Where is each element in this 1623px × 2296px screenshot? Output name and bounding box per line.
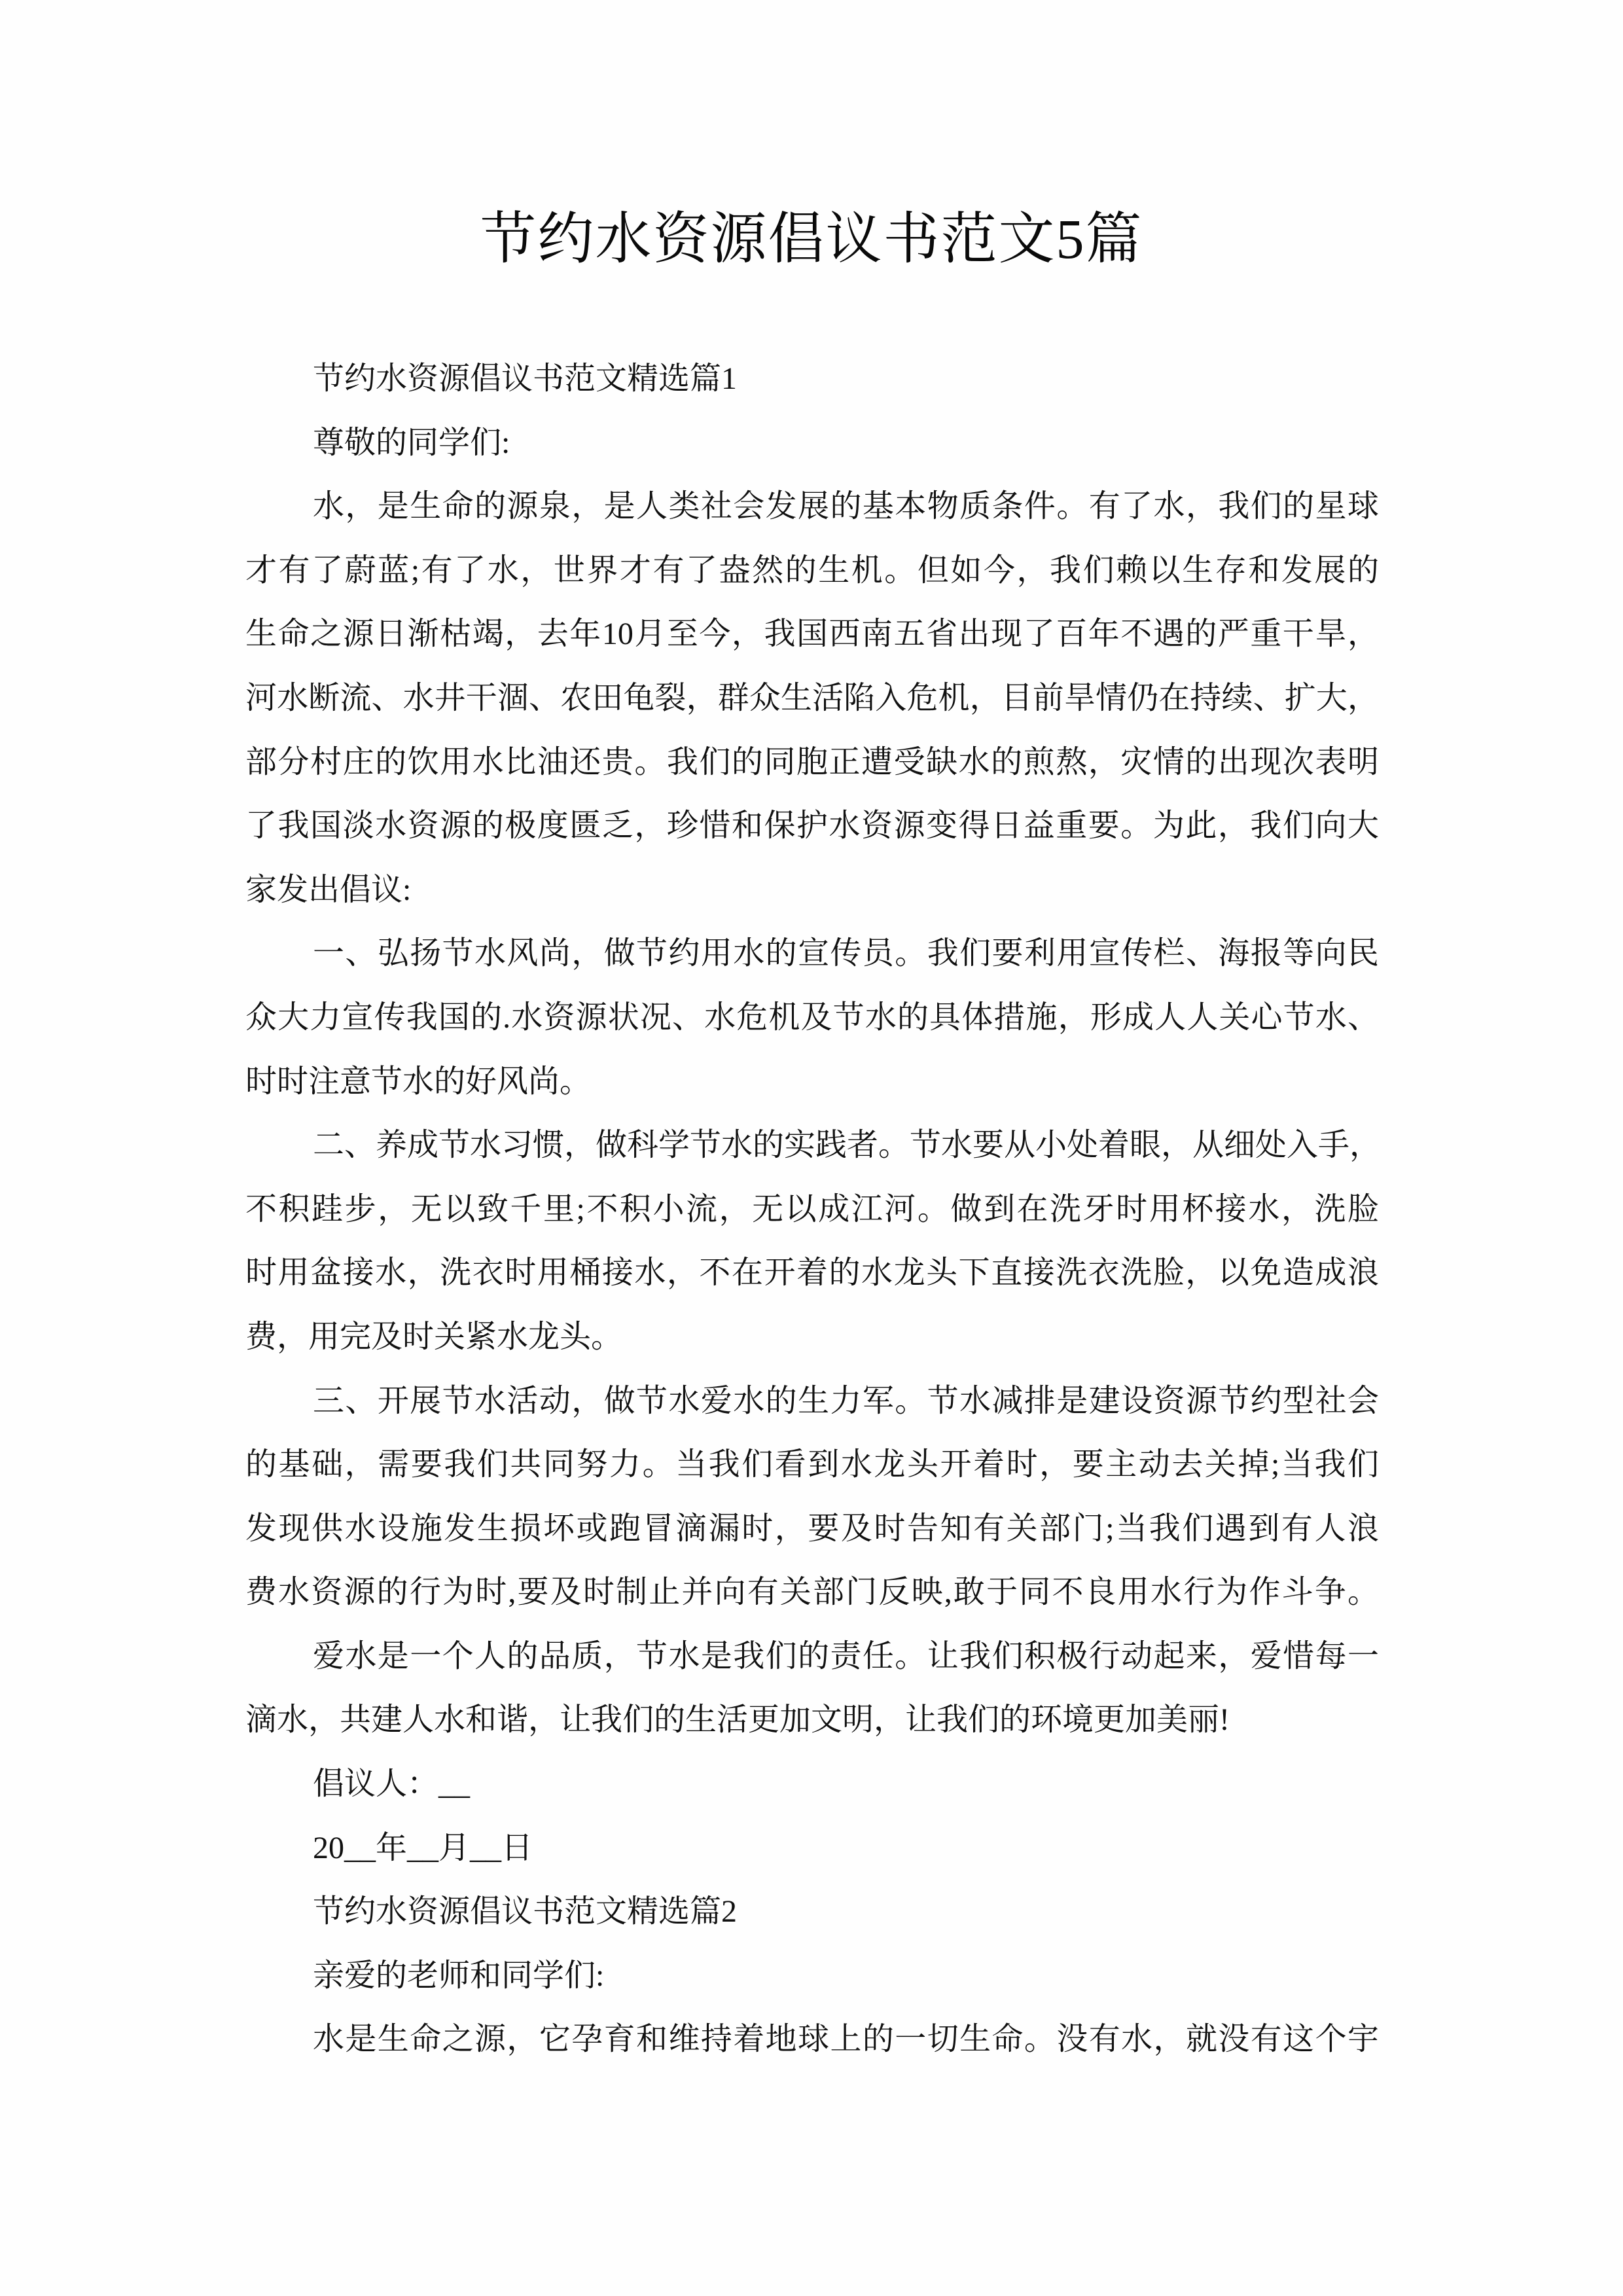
paragraph-line: 河水断流、水井干涸、农田龟裂，群众生活陷入危机，目前旱情仍在持续、扩大， (245, 680, 1379, 715)
paragraph-line: 众大力宣传我国的.水资源状况、水危机及节水的具体措施，形成人人关心节水、 (245, 999, 1379, 1035)
proposal-item-2: 二、养成节水习惯，做科学节水的实践者。节水要从小处着眼，从细处入手， (313, 1128, 1382, 1163)
paragraph-line: 水，是生命的源泉，是人类社会发展的基本物质条件。有了水，我们的星球 (313, 489, 1379, 524)
closing-paragraph: 爱水是一个人的品质，节水是我们的责任。让我们积极行动起来，爱惜每一 (313, 1638, 1379, 1674)
paragraph-line: 水是生命之源，它孕育和维持着地球上的一切生命。没有水，就没有这个宇 (313, 2022, 1379, 2057)
section-heading-2: 节约水资源倡议书范文精选篇2 (313, 1894, 738, 1929)
paragraph-line: 不积跬步，无以致千里;不积小流，无以成江河。做到在洗牙时用杯接水，洗脸 (245, 1191, 1379, 1227)
paragraph-line: 生命之源日渐枯竭，去年10月至今，我国西南五省出现了百年不遇的严重干旱， (245, 617, 1379, 652)
section-heading-1: 节约水资源倡议书范文精选篇1 (313, 361, 738, 396)
paragraph-line: 费水资源的行为时,要及时制止并向有关部门反映,敢于同不良用水行为作斗争。 (245, 1575, 1379, 1610)
paragraph-line: 滴水，共建人水和谐，让我们的生活更加文明，让我们的环境更加美丽! (245, 1702, 1230, 1738)
paragraph-line: 才有了蔚蓝;有了水，世界才有了盎然的生机。但如今，我们赖以生存和发展的 (245, 552, 1379, 588)
paragraph-line: 发现供水设施发生损坏或跑冒滴漏时，要及时告知有关部门;当我们遇到有人浪 (245, 1511, 1379, 1546)
paragraph-line: 时用盆接水，洗衣时用桶接水，不在开着的水龙头下直接洗衣洗脸，以免造成浪 (245, 1255, 1379, 1291)
paragraph-line: 部分村庄的饮用水比油还贵。我们的同胞正遭受缺水的煎熬，灾情的出现次表明 (245, 744, 1379, 780)
proposal-item-1: 一、弘扬节水风尚，做节约用水的宣传员。我们要利用宣传栏、海报等向民 (313, 936, 1379, 971)
paragraph-line: 时时注意节水的好风尚。 (245, 1064, 592, 1099)
paragraph-line: 费，用完及时关紧水龙头。 (245, 1319, 623, 1354)
salutation-1: 尊敬的同学们: (313, 425, 510, 460)
proposal-item-3: 三、开展节水活动，做节水爱水的生力军。节水减排是建设资源节约型社会 (313, 1383, 1379, 1418)
date-line: 20__年__月__日 (313, 1830, 533, 1865)
document-body (245, 347, 1382, 2072)
document-title: 节约水资源倡议书范文5篇 (480, 207, 1143, 270)
salutation-2: 亲爱的老师和同学们: (313, 1958, 605, 1993)
paragraph-line: 了我国淡水资源的极度匮乏，珍惜和保护水资源变得日益重要。为此，我们向大 (245, 808, 1379, 844)
signature-line: 倡议人：__ (313, 1767, 471, 1802)
paragraph-line: 的基础，需要我们共同努力。当我们看到水龙头开着时，要主动去关掉;当我们 (245, 1447, 1379, 1482)
paragraph-line: 家发出倡议: (245, 872, 412, 907)
